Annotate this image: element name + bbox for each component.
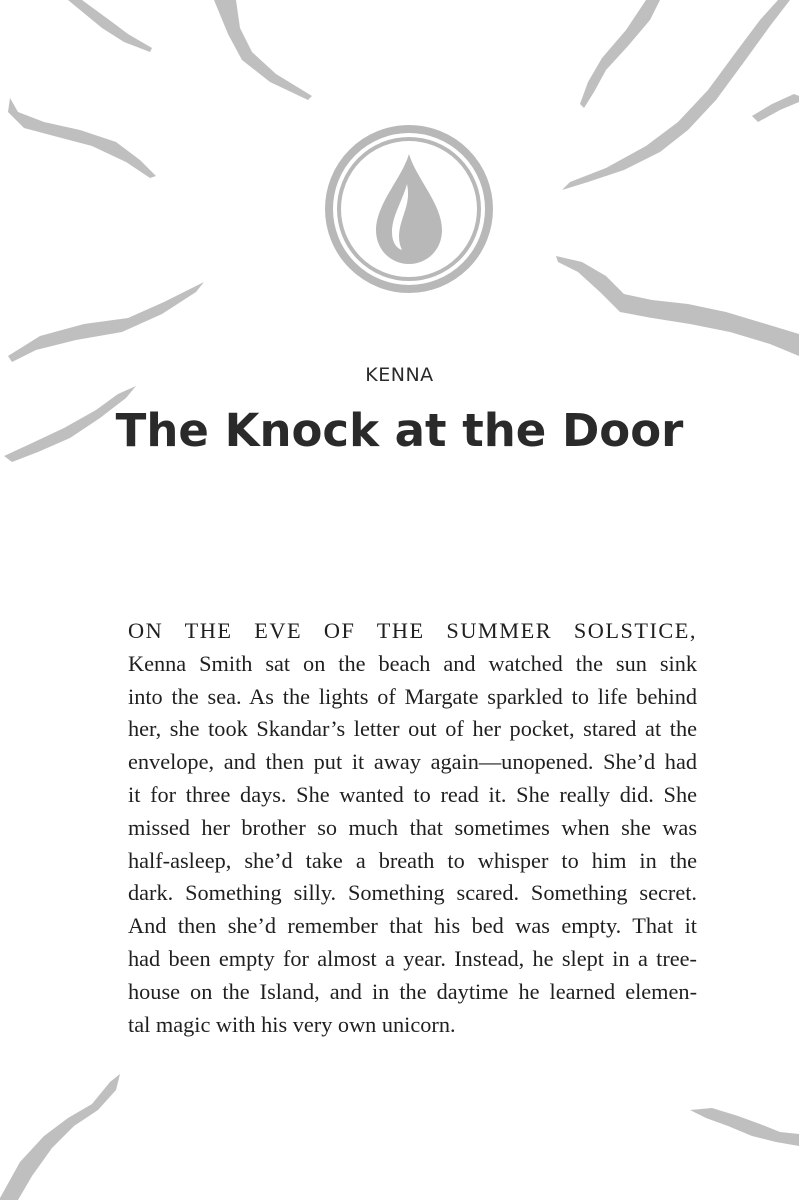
body-line: missed her brother so much that sometimes when she was <box>128 814 697 840</box>
body-line: ON THE EVE OF THE SUMMER SOLSTICE, <box>128 618 697 643</box>
chapter-pov-label: KENNA <box>365 364 434 386</box>
body-line: into the sea. As the lights of Margate sparkled to life behind <box>128 683 697 709</box>
body-line: Kenna Smith sat on the beach and watched the sun sink <box>128 650 697 676</box>
body-line: dark. Something silly. Something scared. Something secret. <box>128 880 697 906</box>
chapter-body-text <box>128 615 697 1041</box>
body-line: her, she took Skandar’s letter out of her pocket, stared at the <box>128 716 697 742</box>
body-line: envelope, and then put it away again—unopened. She’d had <box>128 749 697 775</box>
body-line: And then she’d remember that his bed was empty. That it <box>128 913 697 939</box>
body-line: half-asleep, she’d take a breath to whisper to him in the <box>128 847 697 873</box>
body-line: house on the Island, and in the daytime he learned elemen- <box>128 978 697 1004</box>
chapter-title: The Knock at the Door <box>115 404 684 457</box>
body-line: had been empty for almost a year. Instead, he slept in a tree- <box>128 945 697 971</box>
body-line: tal magic with his very own unicorn. <box>128 1011 456 1037</box>
body-line: it for three days. She wanted to read it. She really did. She <box>128 781 697 807</box>
water-drop-icon <box>322 122 496 296</box>
